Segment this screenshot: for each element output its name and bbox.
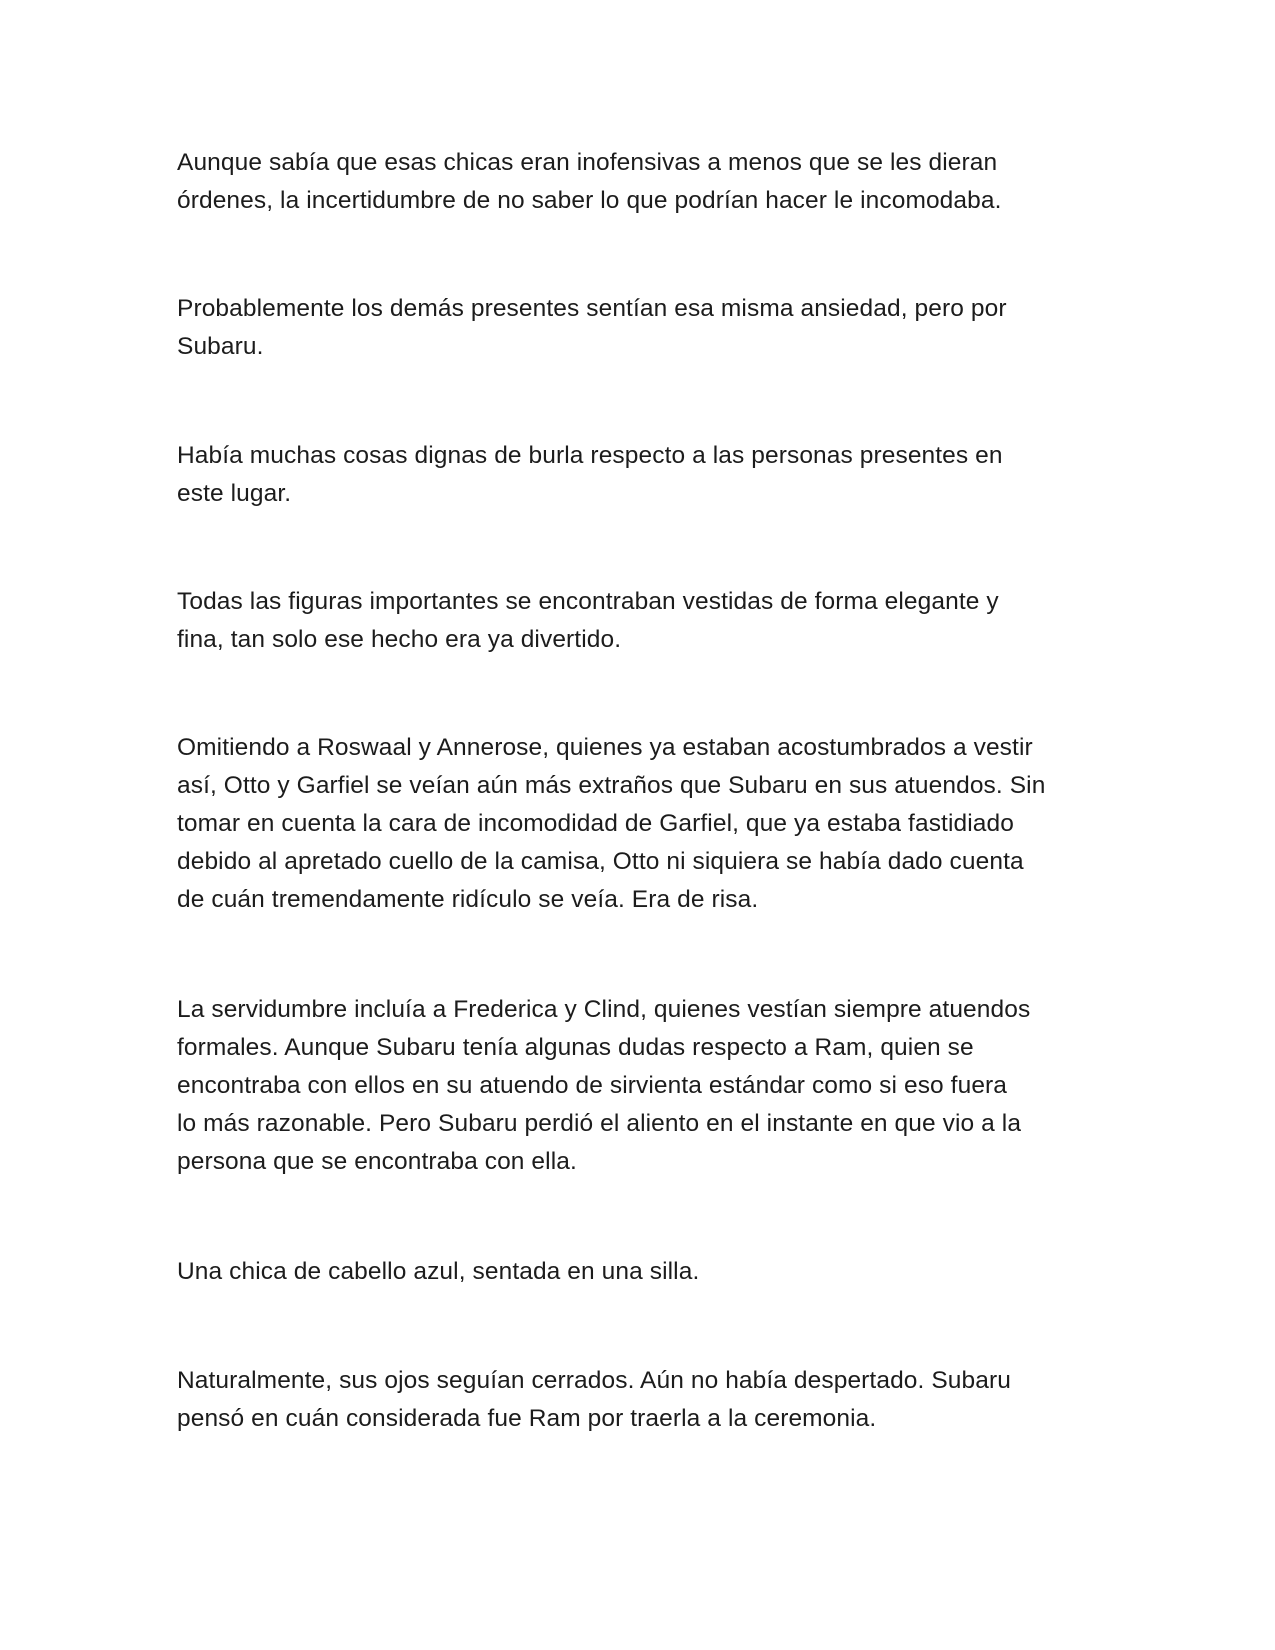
- paragraph-line: así, Otto y Garfiel se veían aún más extraños que Subaru en sus atuendos. Sin: [177, 772, 1046, 799]
- paragraph-6: [177, 991, 1107, 1181]
- paragraph-line: lo más razonable. Pero Subaru perdió el aliento en el instante en que vio a la: [177, 1110, 1022, 1137]
- paragraph-line: La servidumbre incluía a Frederica y Clind, quienes vestían siempre atuendos: [177, 996, 1031, 1023]
- paragraph-line: este lugar.: [177, 480, 292, 507]
- paragraph-line: pensó en cuán considerada fue Ram por traerla a la ceremonia.: [177, 1405, 877, 1432]
- paragraph-1: [177, 144, 1107, 220]
- paragraph-4: [177, 583, 1107, 659]
- paragraph-line: tomar en cuenta la cara de incomodidad de Garfiel, que ya estaba fastidiado: [177, 810, 1014, 837]
- paragraph-line: encontraba con ellos en su atuendo de sirvienta estándar como si eso fuera: [177, 1072, 1008, 1099]
- paragraph-line: persona que se encontraba con ella.: [177, 1148, 577, 1175]
- paragraph-5: [177, 729, 1107, 919]
- paragraph-line: Subaru.: [177, 333, 264, 360]
- paragraph-8: [177, 1362, 1107, 1438]
- paragraph-line: Omitiendo a Roswaal y Annerose, quienes ya estaban acostumbrados a vestir: [177, 734, 1033, 761]
- paragraph-line: fina, tan solo ese hecho era ya divertido.: [177, 626, 622, 653]
- paragraph-line: Había muchas cosas dignas de burla respecto a las personas presentes en: [177, 442, 1003, 469]
- paragraph-line: de cuán tremendamente ridículo se veía. Era de risa.: [177, 886, 759, 913]
- paragraph-3: [177, 437, 1107, 513]
- paragraph-line: Una chica de cabello azul, sentada en una silla.: [177, 1258, 700, 1285]
- paragraph-7: [177, 1253, 1107, 1291]
- paragraph-line: Naturalmente, sus ojos seguían cerrados. Aún no había despertado. Subaru: [177, 1367, 1011, 1394]
- paragraph-line: Todas las figuras importantes se encontraban vestidas de forma elegante y: [177, 588, 999, 615]
- paragraph-line: Probablemente los demás presentes sentían esa misma ansiedad, pero por: [177, 295, 1007, 322]
- paragraph-2: [177, 290, 1107, 366]
- paragraph-line: Aunque sabía que esas chicas eran inofensivas a menos que se les dieran: [177, 149, 998, 176]
- paragraph-line: órdenes, la incertidumbre de no saber lo que podrían hacer le incomodaba.: [177, 187, 1002, 214]
- paragraph-line: debido al apretado cuello de la camisa, Otto ni siquiera se había dado cuenta: [177, 848, 1024, 875]
- paragraph-line: formales. Aunque Subaru tenía algunas dudas respecto a Ram, quien se: [177, 1034, 974, 1061]
